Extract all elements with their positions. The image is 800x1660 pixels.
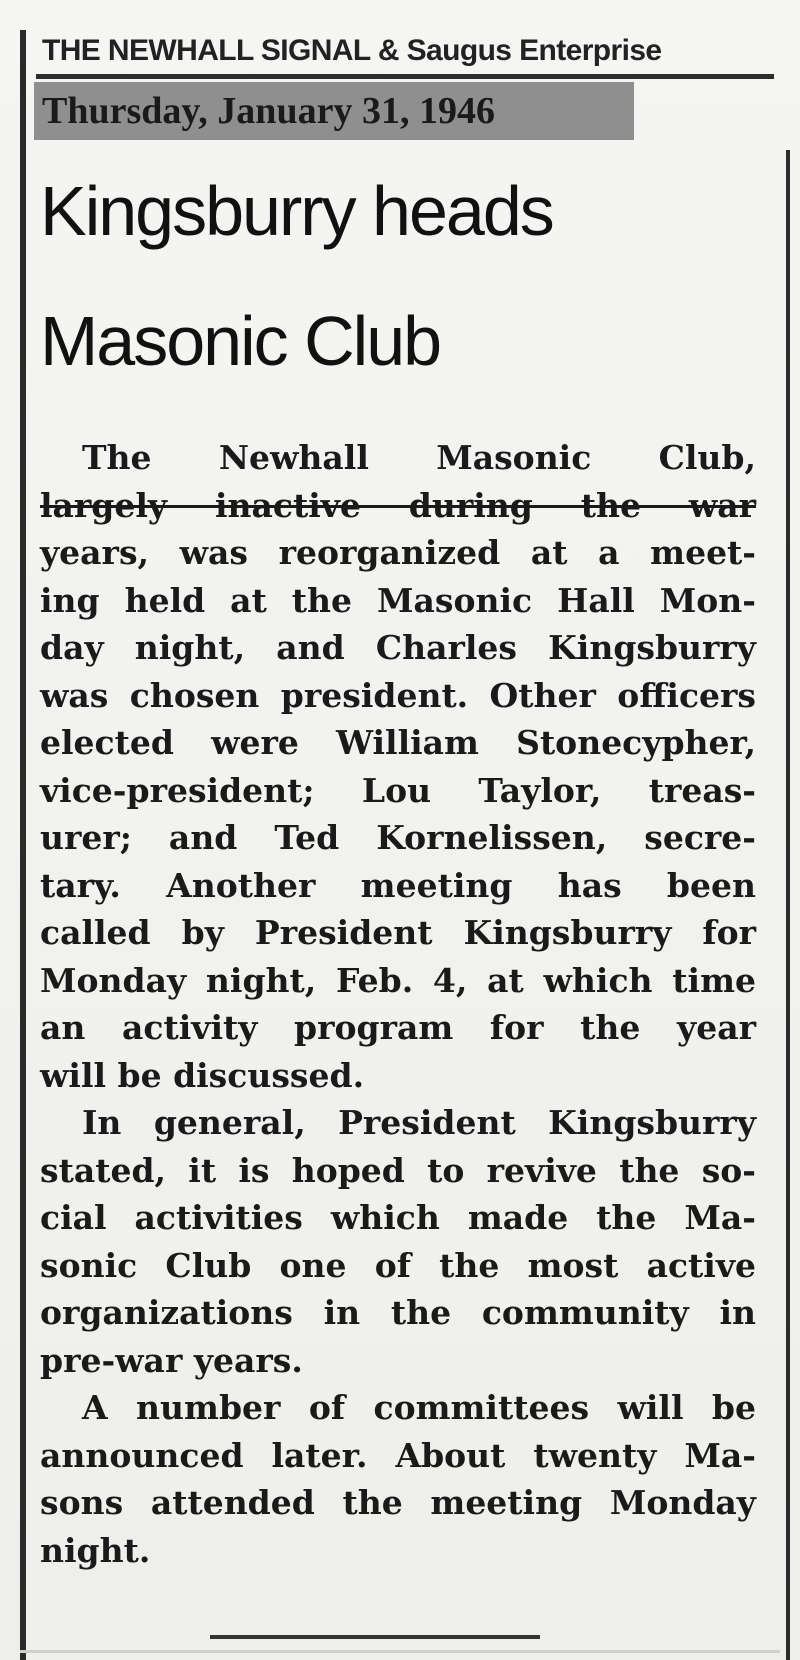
- article-line: organizations in the community in: [40, 1293, 756, 1332]
- article-line: cial activities which made the Ma-: [40, 1198, 756, 1237]
- article-line: night.: [40, 1530, 151, 1570]
- right-column-rule: [786, 150, 790, 1660]
- article-line: A number of committees will be: [82, 1388, 756, 1427]
- article-line: sons attended the meeting Monday: [40, 1483, 756, 1522]
- headline-line-1: Kingsburry heads: [40, 172, 553, 250]
- article-line: announced later. About twenty Ma-: [40, 1435, 756, 1475]
- article-line: Monday night, Feb. 4, at which time: [40, 960, 756, 1000]
- newspaper-name: THE NEWHALL SIGNAL & Saugus Enterprise: [42, 34, 662, 67]
- article-line: years, was reorganized at a meet-: [40, 533, 756, 572]
- article-line: pre-war years.: [40, 1340, 303, 1380]
- left-column-rule: [20, 30, 26, 1660]
- article-line: day night, and Charles Kingsburry: [40, 628, 756, 667]
- article-line: vice-president; Lou Taylor, treas-: [40, 770, 756, 810]
- headline: [40, 146, 756, 406]
- headline-line-2: Masonic Club: [40, 302, 441, 380]
- article-line: was chosen president. Other officers: [40, 675, 756, 715]
- article-line: will be discussed.: [40, 1055, 365, 1095]
- article-line: largely inactive during the war: [40, 485, 756, 525]
- article-line: tary. Another meeting has been: [40, 865, 756, 905]
- clipping-bottom-edge: [20, 1650, 780, 1653]
- publication-date: Thursday, January 31, 1946: [34, 82, 634, 140]
- article-line: The Newhall Masonic Club,: [82, 438, 756, 477]
- article: [40, 146, 756, 1574]
- masthead-rule: [36, 74, 774, 79]
- article-body: [40, 434, 756, 1574]
- masthead: [34, 24, 774, 132]
- article-line: an activity program for the year: [40, 1008, 756, 1047]
- article-line: called by President Kingsburry for: [40, 913, 756, 952]
- article-line: urer; and Ted Kornelissen, secre-: [40, 818, 756, 857]
- article-line: In general, President Kingsburry: [82, 1103, 756, 1142]
- article-line: stated, it is hoped to revive the so-: [40, 1150, 756, 1190]
- article-line: sonic Club one of the most active: [40, 1245, 756, 1285]
- article-line: elected were William Stonecypher,: [40, 723, 756, 762]
- article-end-rule: [210, 1635, 540, 1639]
- article-line: ing held at the Masonic Hall Mon-: [40, 580, 756, 620]
